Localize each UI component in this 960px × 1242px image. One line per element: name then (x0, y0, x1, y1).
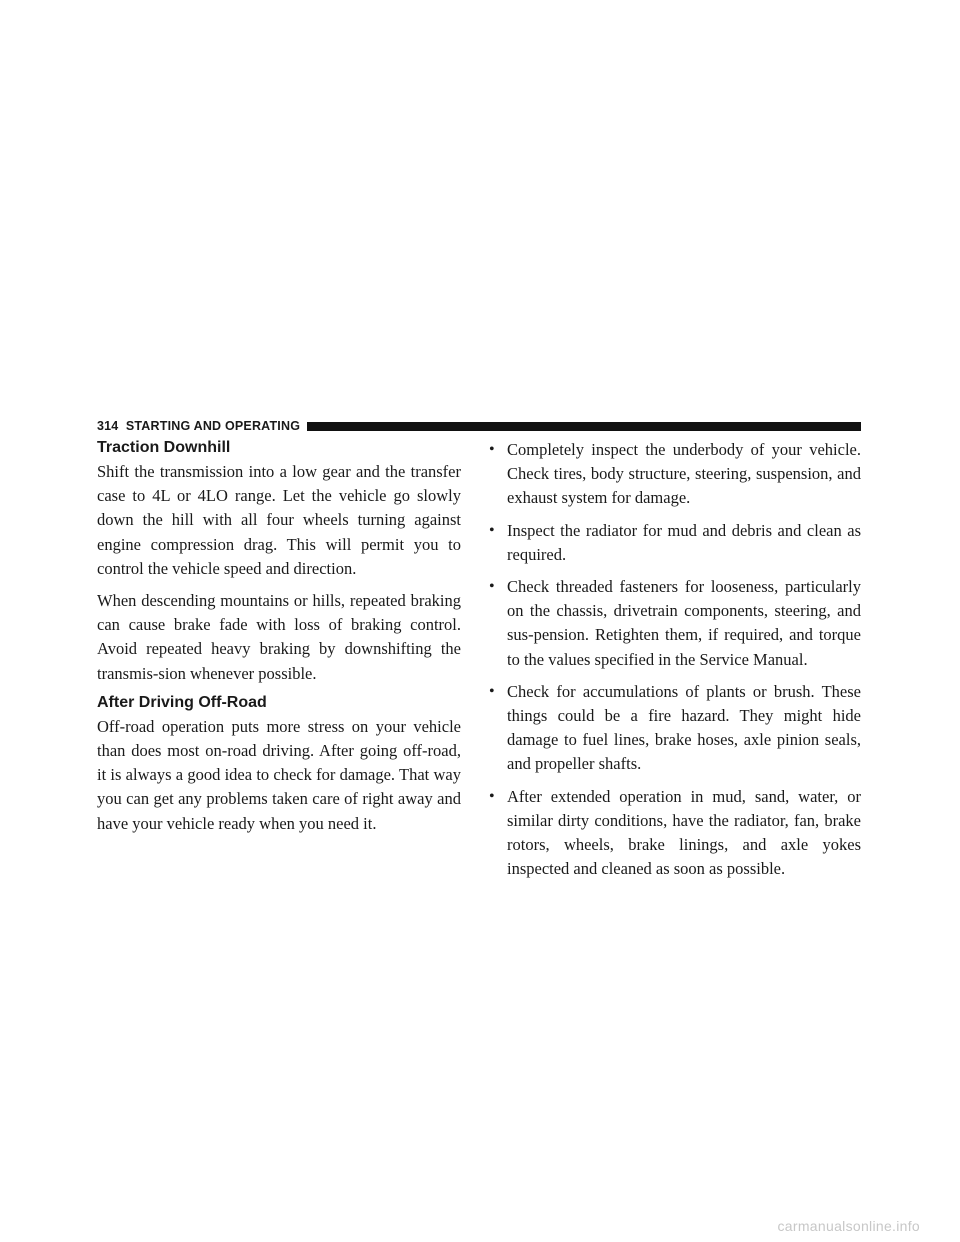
list-item-text: Check for accumulations of plants or brush. These things could be a fire hazard. They might hide damage to fuel lines, brake hoses, axle pinion seals, and propeller shafts. (507, 681, 861, 774)
list-item-text: Check threaded fasteners for looseness, particularly on the chassis, drivetrain components, steering, and sus-pension. Retighten them, if required, and torque to the values specified in the Service Manual. (507, 577, 861, 669)
list-item-text: After extended operation in mud, sand, water, or similar dirty conditions, have the radiator, fan, brake rotors, wheels, brake linings, and axle yokes inspected and cleaned as soon as possible. (507, 786, 861, 879)
paragraph-after-off-road: Off-road operation puts more stress on your vehicle than does most on-road driving. After going off-road, it is always a good idea to check for damage. That way you can get any problems taken care of right away and have your vehicle ready when you need it. (97, 716, 461, 833)
left-column (97, 438, 461, 836)
bullet-icon: • (489, 578, 495, 596)
list-item (487, 680, 861, 777)
heading-after-off-road: After Driving Off-Road (97, 693, 267, 711)
heading-traction-downhill: Traction Downhill (97, 439, 231, 456)
list-item-text: Inspect the radiator for mud and debris and clean as required. (507, 520, 861, 564)
list-item (487, 438, 861, 511)
bullet-icon: • (489, 441, 495, 458)
bullet-icon: • (489, 521, 495, 539)
section-title: STARTING AND OPERATING (125, 419, 301, 433)
list-item-text: Completely inspect the underbody of your vehicle. Check tires, body structure, steering, suspension, and exhaust system for damage. (507, 440, 861, 508)
page-number: 314 (97, 419, 119, 433)
bullet-icon: • (489, 682, 495, 700)
page-header (97, 419, 861, 433)
header-rule (307, 422, 861, 431)
paragraph-traction-1: Shift the transmission into a low gear and the transfer case to 4L or 4LO range. Let the vehicle go slowly down the hill with all four wheels turning against engine compression drag. This will permit you to control the vehicle speed and direction. (97, 462, 461, 578)
bullet-icon: • (489, 787, 495, 805)
list-item (487, 785, 861, 882)
page-header-text (97, 419, 300, 433)
watermark (0, 1210, 960, 1242)
paragraph-traction-2: When descending mountains or hills, repeated braking can cause brake fade with loss of braking control. Avoid repeated heavy braking by downshifting the transmis-sion whenever possible. (97, 591, 461, 683)
list-item (487, 575, 861, 672)
list-item (487, 519, 861, 567)
right-column (487, 438, 861, 889)
inspection-checklist (487, 438, 861, 881)
watermark-text: carmanualsonline.info (777, 1218, 920, 1234)
